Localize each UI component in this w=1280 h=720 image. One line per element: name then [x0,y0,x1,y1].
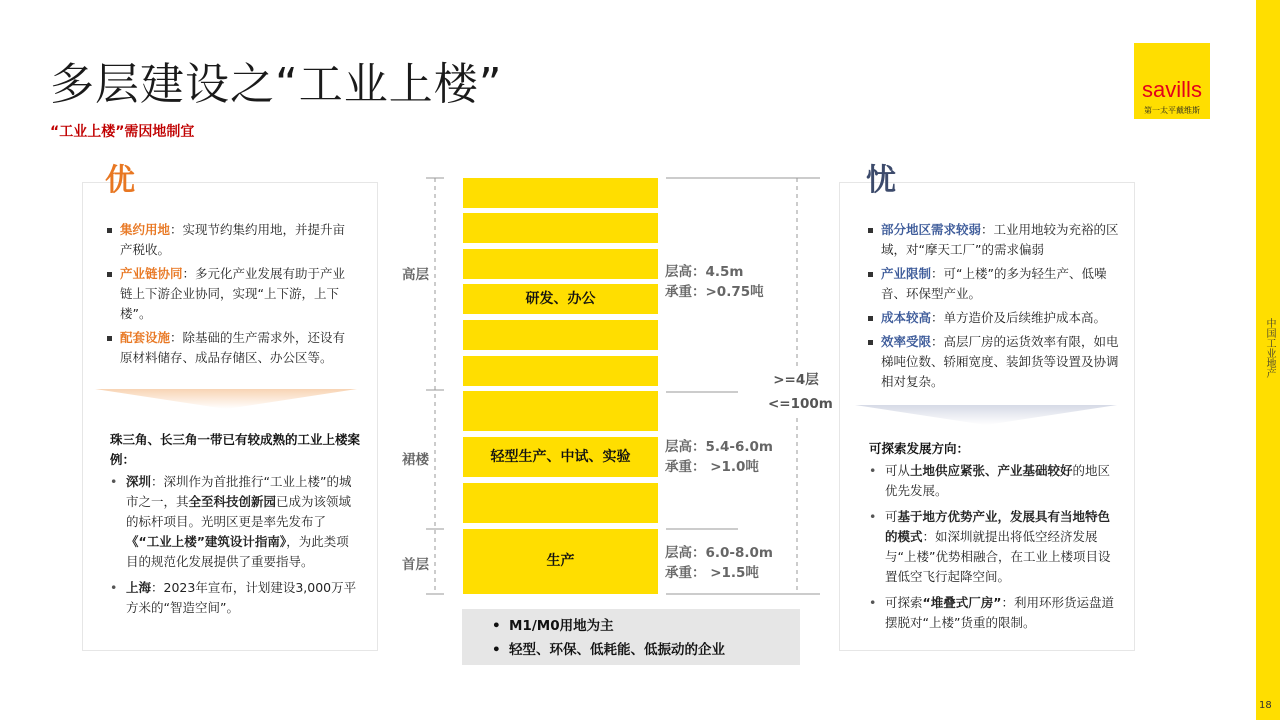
list-item: • 深圳：深圳作为首批推行“工业上楼”的城市之一，其全至科技创新园已成为该领域的标杆项目。光明区更是率先发布了《“工业上楼”建筑设计指南》，为此类项目的规范化发展提供了重要指导。 [108,472,358,572]
list-item: 产业限制：可“上楼”的多为轻生产、低噪音、环保型产业。 [865,264,1127,304]
building-floor [463,391,658,431]
zone-label: 裙楼 [402,452,429,468]
list-item: • 可从土地供应紧张、产业基础较好的地区优先发展。 [867,461,1117,501]
logo-subtext: 第一太平戴维斯 [1144,106,1200,115]
building-floor [463,249,658,279]
zone-spec [665,437,773,477]
floor-height: 层高：6.0-8.0m [665,545,773,561]
floor-load: 承重： >1.0吨 [665,459,759,475]
page-subtitle: “工业上楼”需因地制宜 [50,124,195,140]
list-item: • 可探索“堆叠式厂房”：利用环形货运盘道摆脱对“上楼”货重的限制。 [867,593,1117,633]
list-item: 集约用地：实现节约集约用地，并提升亩产税收。 [104,220,356,260]
page-title: 多层建设之“工业上楼” [50,59,503,110]
list-item: • 可基于地方优势产业，发展具有当地特色的模式：如深圳就提出将低空经济发展与“上楼”优势相融合，在工业上楼项目设置低空飞行起降空间。 [867,507,1117,587]
building-floor [463,483,658,523]
building-floor [463,356,658,386]
floor-load: 承重：>0.75吨 [665,284,764,300]
floors-limit-label: >=4层 [768,370,824,390]
building-floor [463,320,658,350]
advantages-badge: 优 [105,163,135,198]
list-item: 产业链协同：多元化产业发展有助于产业链上下游企业协同，实现“上下游，上下楼”。 [104,264,356,324]
floor-height: 层高：4.5m [665,264,744,280]
concerns-badge: 忧 [866,163,896,198]
floor-use-label: 研发、办公 [525,291,596,307]
page-number: 18 [1259,700,1272,711]
list-item: 部分地区需求较弱：工业用地较为充裕的区域，对“摩天工厂”的需求偏弱 [865,220,1127,260]
list-item: 效率受限：高层厂房的运货效率有限，如电梯吨位数、轿厢宽度、装卸货等设置及协调相对复杂。 [865,332,1127,392]
zone-label: 首层 [402,557,429,573]
floor-height: 层高：5.4-6.0m [665,439,773,455]
list-item: • M1/M0用地为主 [492,614,725,638]
building-floor [463,178,658,208]
side-section-label: 中国工业地产 [1264,318,1275,378]
list-item: • 上海：2023年宣布，计划建设3,000万平方米的“智造空间”。 [108,578,358,618]
concerns-list [865,220,1127,396]
floor-load: 承重： >1.5吨 [665,565,759,581]
directions-list [867,461,1117,639]
zone-label: 高层 [402,267,429,283]
list-item: • 轻型、环保、低耗能、低振动的企业 [492,638,725,662]
height-limit-label: <=100m [768,396,833,412]
list-item: 配套设施：除基础的生产需求外，还设有原材料储存、成品存储区、办公区等。 [104,328,356,368]
floor-use-label: 生产 [546,553,575,569]
cases-heading: 珠三角、长三角一带已有较成熟的工业上楼案例： [110,432,361,467]
list-item: 成本较高：单方造价及后续维护成本高。 [865,308,1127,328]
floor-use-label: 轻型生产、中试、实验 [490,449,631,465]
zone-spec [665,543,773,583]
zone-spec [665,262,764,302]
land-use-note [462,609,800,665]
directions-heading: 可探索发展方向： [869,441,970,456]
logo-wordmark: savills [1142,77,1202,102]
building-floor [463,213,658,243]
